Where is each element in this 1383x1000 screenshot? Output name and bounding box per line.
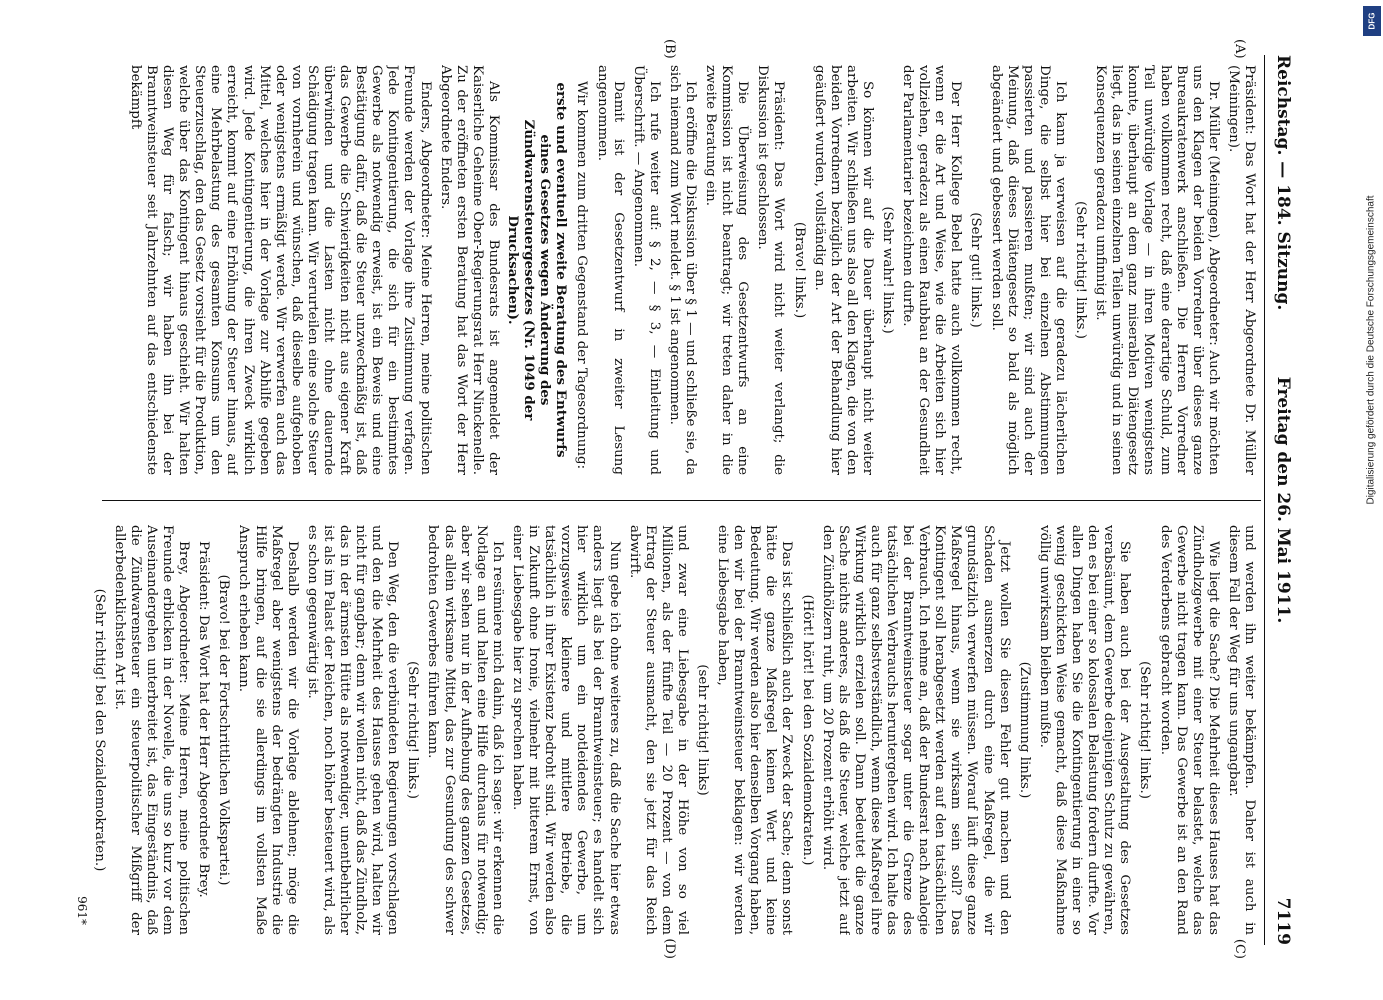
paragraph: Dr. Müller (Meiningen), Abgeordneter: Auch wir möchten uns den Klagen der beiden Vorredner über dieses ganze Bureaukratenwerk anschließen. Die Herren Vorredner haben vollkommen recht, daß eine derartige Schuld, zum Teil unwürdige Vorlage — in ihren Motiven wenigstens konnte, überhaupt an dem ganz miserablen Diätengesetz liegt, das in seinen einzelnen Teilen unwürdig und in seinen Konsequenzen geradezu umfinnig ist.: [1092, 65, 1221, 475]
paragraph: Präsident: Das Wort hat der Herr Abgeordnete Dr. Müller (Meiningen).: [1225, 65, 1257, 475]
margin-marker-c: (C): [1231, 938, 1247, 959]
paragraph: Ich eröffne die Diskussion über § 1 — und schließe sie, da sich niemand zum Wort meldet. § 1 ist angenommen.: [666, 65, 698, 475]
paragraph: Als Kommissar des Bundesrats ist angemeldet der Kaiserliche Geheime Ober-Regierungsrat Herr Ninckenelle. Zu der eröffneten ersten Beratung hat das Wort der Herr Abgeordnete Enders.: [437, 65, 501, 475]
interjection: (Bravo! bei der Fortschrittlichen Volkspartei.): [215, 574, 231, 886]
paragraph: Jetzt wollen Sie diesen Fehler gut machen und den Schaden ausmerzen durch eine Maßregel, die wir grundsätzlich verwerfen müssen. Worauf läuft diese ganze Maßregel hinaus, wenn sie wirksam sein soll? Das Kontingent soll herabgesetzt werden auf den tatsächlichen Verbrauch. Ich nehme an, daß der Bundesrat nach Analogie bei der Branntweinsteuer sogar unter die Grenze des tatsächlichen Verbrauchs heruntergehen wird. Ich halte das auch für ganz selbstverständlich, wenn diese Maßregel ihre Wirkung wirklich erzielen soll. Dann bedeutet die ganze Sache nichts anderes, als daß die Steuer, welche jetzt auf den Zündhölzern ruht, um 20 Prozent erhöht wird.: [819, 525, 1012, 935]
page-header: [1269, 55, 1297, 945]
interjection: (Sehr wahr! links.): [879, 206, 895, 334]
paragraph: Sie haben auch bei der Ausgestaltung des Gesetzes verabsäumt, dem Gewerbe denjenigen Schutz zu gewähren, den es bei einer so kolossalen Belastung fordern durfte. Vor allen Dingen haben Sie die Kontingentierung in einer so wenig geschickten Weise gemacht, daß diese Maßnahme völlig unwirksam bleiben mußte.: [1036, 525, 1132, 935]
paragraph: Präsident: Das Wort hat der Herr Abgeordnete Brey.: [195, 541, 211, 898]
paragraph: Den Weg, den die verbündeten Regierungen vorschlagen und den die Mehrheit des Hauses gehen wird, halten wir nicht für gangbar; denn wir wollen nicht, daß das Zündholz, das in der ärmsten Hütte als notwendiger, unentbehrlicher ist als im Palast der Reichen, noch höher besteuert wird, als es schon gegenwärtig ist.: [304, 525, 400, 935]
header-date: Freitag den 26. Mai 1911.: [1272, 376, 1293, 624]
paragraph: Enders, Abgeordneter: Meine Herren, meine politischen Freunde werden der Vorlage ihre Zustimmung verfagen. Jede Kontingentierung, die sich für ein bestimmtes Gewerbe als notwendig erweist, ist ein Beweis und eine Bestätigung dafür, daß die Steuer unzweckmäßig ist, daß das Gewerbe die Schwierigkeiten nicht aus eigener Kraft überwinden und die Lasten nicht ohne dauernde Schädigung tragen kann. Wir verurteilen eine solche Steuer von vornherein und wünschen, daß dieselbe aufgehoben oder wenigstens ermäßigt werde. Wir verwerfen auch das Mittel, welches hier in der Vorlage zur Abhilfe gegeben wird. Jede Kontingentierung, die ihren Zweck wirklich erreicht, kommt auf eine Erhöhung der Steuer hinaus, auf eine Mehrbelastung des gesamten Konsums um den Steuerzuschlag, den das Gesetz vorsieht für die Produktion, welche über das Kontingent hinaus geschieht. Wir halten diesen Weg für falsch; wir haben ihn bei der Branntweinsteuer seit Jahrzehnten auf das entschiedenste bekämpft: [127, 65, 433, 475]
header-session: Reichstag. — 184. Sitzung.: [1272, 55, 1293, 311]
left-column: [87, 65, 1257, 475]
paragraph: Der Herr Kollege Bebel hatte auch vollkommen recht, wenn er die Art und Weise, wie die Arbeiten sich hier vollziehen, geradezu als einen Raubbau an der Gesundheit der Parlamentarier bezeichnen durfte.: [899, 65, 963, 475]
paragraph: Wir kommen zum dritten Gegenstand der Tagesordnung:: [573, 81, 589, 470]
paragraph: Nun gebe ich ohne weiteres zu, daß die Sache hier etwas anders liegt als bei der Branntweinsteuer; es handelt sich hier wirklich um ein notleidendes Gewerbe, um vorzugsweise kleinere und mittlere Betriebe, die tatsächlich in ihrer Existenz bedroht sind. Wir werden also in Zukunft ohne Ironie, vielmehr mit bitterem Ernst, von einer Liebesgabe hier zu sprechen haben.: [509, 525, 622, 935]
paragraph: Damit ist der Gesetzentwurf in zweiter Lesung angenommen.: [594, 65, 626, 475]
right-column: [87, 525, 1257, 935]
interjection: (Sehr richtig! links.): [1072, 201, 1088, 339]
paragraph: Das ist schließlich auch der Zweck der Sache; denn sonst hätte die ganze Maßregel keinen Wert und keine Bedeutung. Wir werden also hier denselben Vorgang haben, den wir bei der Branntweinsteuer beklagen: wir werden eine Liebesgabe haben,: [714, 525, 794, 935]
interjection: (Zustimmung links.): [1016, 661, 1032, 799]
page-footer-signature: 961*: [74, 896, 89, 925]
paragraph: und werden ihn weiter bekämpfen. Daher ist auch in diesem Fall der Weg für uns ungangbar.: [1225, 525, 1257, 935]
interjection: (Sehr richtig! links.): [404, 661, 420, 799]
paragraph: Deshalb werden wir die Vorlage ablehnen; möge die Maßregel aber wenigstens der bedrängten Industrie die Hilfe bringen, auf die sie allerdings im vollsten Maße Anspruch erheben kann.: [235, 525, 300, 935]
paragraph: und zwar eine Liebesgabe in der Höhe von so viel Millionen, als der fünfte Teil — 20 Prozent — von dem Ertrag der Steuer ausmacht, den sie jetzt für das Reich abwirft.: [626, 525, 690, 935]
paragraph: So können wir auf die Dauer überhaupt nicht weiter arbeiten. Wir schließen uns also all den Klagen, die von den beiden Vorrednern bezüglich der Art der Behandlung hier geäußert wurden, vollständig an.: [811, 65, 875, 475]
interjection: (Bravo! links.): [791, 221, 807, 319]
paragraph: Die Überweisung des Gesetzentwurfs an eine Kommission ist nicht beantragt; wir treten daher in die zweite Beratung ein.: [702, 65, 750, 475]
interjection: (Sehr richtig! links.): [1136, 661, 1152, 799]
digitization-credit: Digitalisierung gefördert durch die Deutsche Forschungsgemeinschaft: [1365, 195, 1377, 505]
column-divider: [102, 500, 1261, 501]
margin-marker-b: (B): [661, 39, 677, 59]
interjection: (Hört! hört! bei den Sozialdemokraten.): [799, 594, 815, 866]
interjection: (sehr richtig! links): [694, 664, 710, 796]
paragraph: Präsident: Das Wort wird nicht weiter verlangt; die Diskussion ist geschlossen.: [754, 65, 786, 475]
paragraph: Brey, Abgeordneter: Meine Herren, meine politischen Freunde erblicken in der Novelle, die uns so kurz vor dem Auseinandergehen unterbreitet ist, das Eingeständnis, daß die Zündwarensteuer ein steuerpolitischer Mißgriff der allerbedenklichsten Art ist.: [111, 525, 191, 935]
interjection: (Sehr gut! links.): [968, 212, 983, 328]
agenda-item: erste und eventuell zweite Beratung des Entwurfs eines Gesetzes wegen Änderung des Zündwarensteuergesetzes (Nr. 1049 der Drucksachen).: [504, 82, 569, 458]
paragraph: Ich resümiere mich dahin, daß ich sage: wir erkennen die Notlage an und halten eine Hilfe durchaus für notwendig; aber wir sehen nur in der Aufhebung des ganzen Gesetzes, das allein wirksame Mittel, das zur Gesundung des schwer bedrohten Gewerbes führen kann.: [425, 525, 505, 935]
paragraph: Wie liegt die Sache? Die Mehrheit dieses Hauses hat das Zündholzgewerbe mit einer Steuer belastet, welche das Gewerbe nicht tragen kann. Das Gewerbe ist an den Rand des Verderbens gebracht worden.: [1157, 525, 1221, 935]
margin-marker-d: (D): [661, 938, 677, 959]
margin-marker-a: (A): [1231, 39, 1247, 59]
document-page: [67, 35, 1317, 965]
header-rule: [1264, 55, 1265, 945]
paragraph: Ich kann ja verweisen auf die geradezu lächerlichen Dinge, die selbst hier bei einzelnen Abstimmungen passierten und passieren mußten; wir sind auch der Meinung, daß dieses Diätengesetz so bald als möglich abgeändert und gebessert werden soll.: [988, 65, 1068, 475]
page-number: 7119: [1272, 897, 1293, 945]
paragraph: Ich rufe weiter auf: § 2, — § 3, — Einleitung und Überschrift. — Angenommen.: [630, 65, 662, 475]
dfg-logo: DFG: [1363, 6, 1381, 36]
interjection: (Sehr richtig! bei den Sozialdemokraten.): [91, 588, 107, 872]
